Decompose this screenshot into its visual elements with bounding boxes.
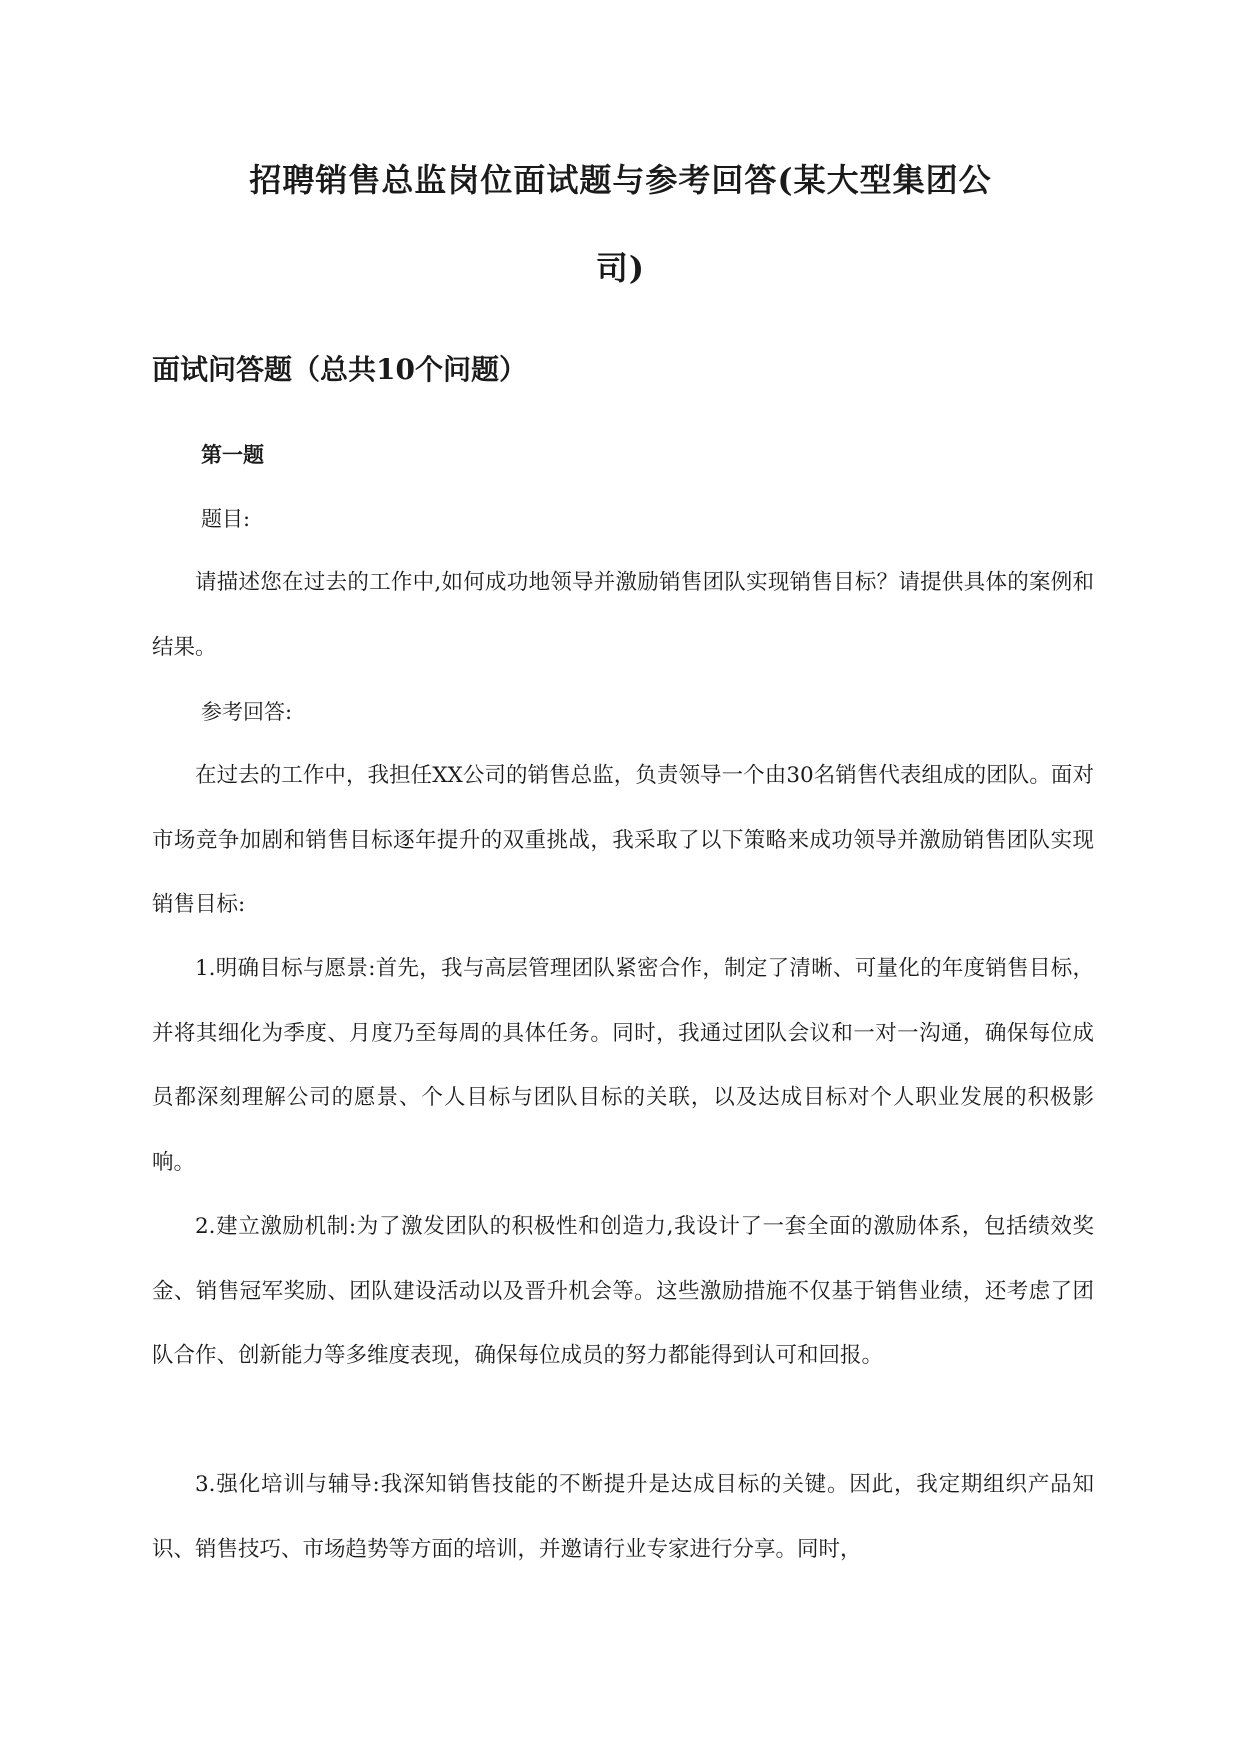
answer-intro-paragraph: 在过去的工作中，我担任XX公司的销售总监，负责领导一个由30名销售代表组成的团队。面对市场竞争加剧和销售目标逐年提升的双重挑战，我采取了以下策略来成功领导并激励销售团队实现销售目标: bbox=[152, 763, 1094, 917]
section-heading: 面试问答题（总共10个问题） bbox=[152, 353, 527, 386]
question-number: 第一题 bbox=[201, 442, 264, 467]
document-title-line-2: 司) bbox=[595, 249, 646, 287]
answer-point-3: 3.强化培训与辅导:我深知销售技能的不断提升是达成目标的关键。因此，我定期组织产品知识、销售技巧、市场趋势等方面的培训，并邀请行业专家进行分享。同时， bbox=[152, 1472, 1094, 1562]
question-label: 题目: bbox=[201, 507, 251, 531]
answer-point-1: 1.明确目标与愿景:首先，我与高层管理团队紧密合作，制定了清晰、可量化的年度销售目标，并将其细化为季度、月度乃至每周的具体任务。同时，我通过团队会议和一对一沟通，确保每位成员都深刻理解公司的愿景、个人目标与团队目标的关联，以及达成目标对个人职业发展的积极影响。 bbox=[152, 956, 1094, 1175]
answer-label: 参考回答: bbox=[201, 700, 293, 724]
question-text: 请描述您在过去的工作中,如何成功地领导并激励销售团队实现销售目标？请提供具体的案例和结果。 bbox=[152, 570, 1094, 660]
document-title-line-1: 招聘销售总监岗位面试题与参考回答(某大型集团公 bbox=[249, 161, 992, 199]
answer-point-2: 2.建立激励机制:为了激发团队的积极性和创造力,我设计了一套全面的激励体系，包括绩效奖金、销售冠军奖励、团队建设活动以及晋升机会等。这些激励措施不仅基于销售业绩，还考虑了团队合作、创新能力等多维度表现，确保每位成员的努力都能得到认可和回报。 bbox=[152, 1214, 1094, 1368]
